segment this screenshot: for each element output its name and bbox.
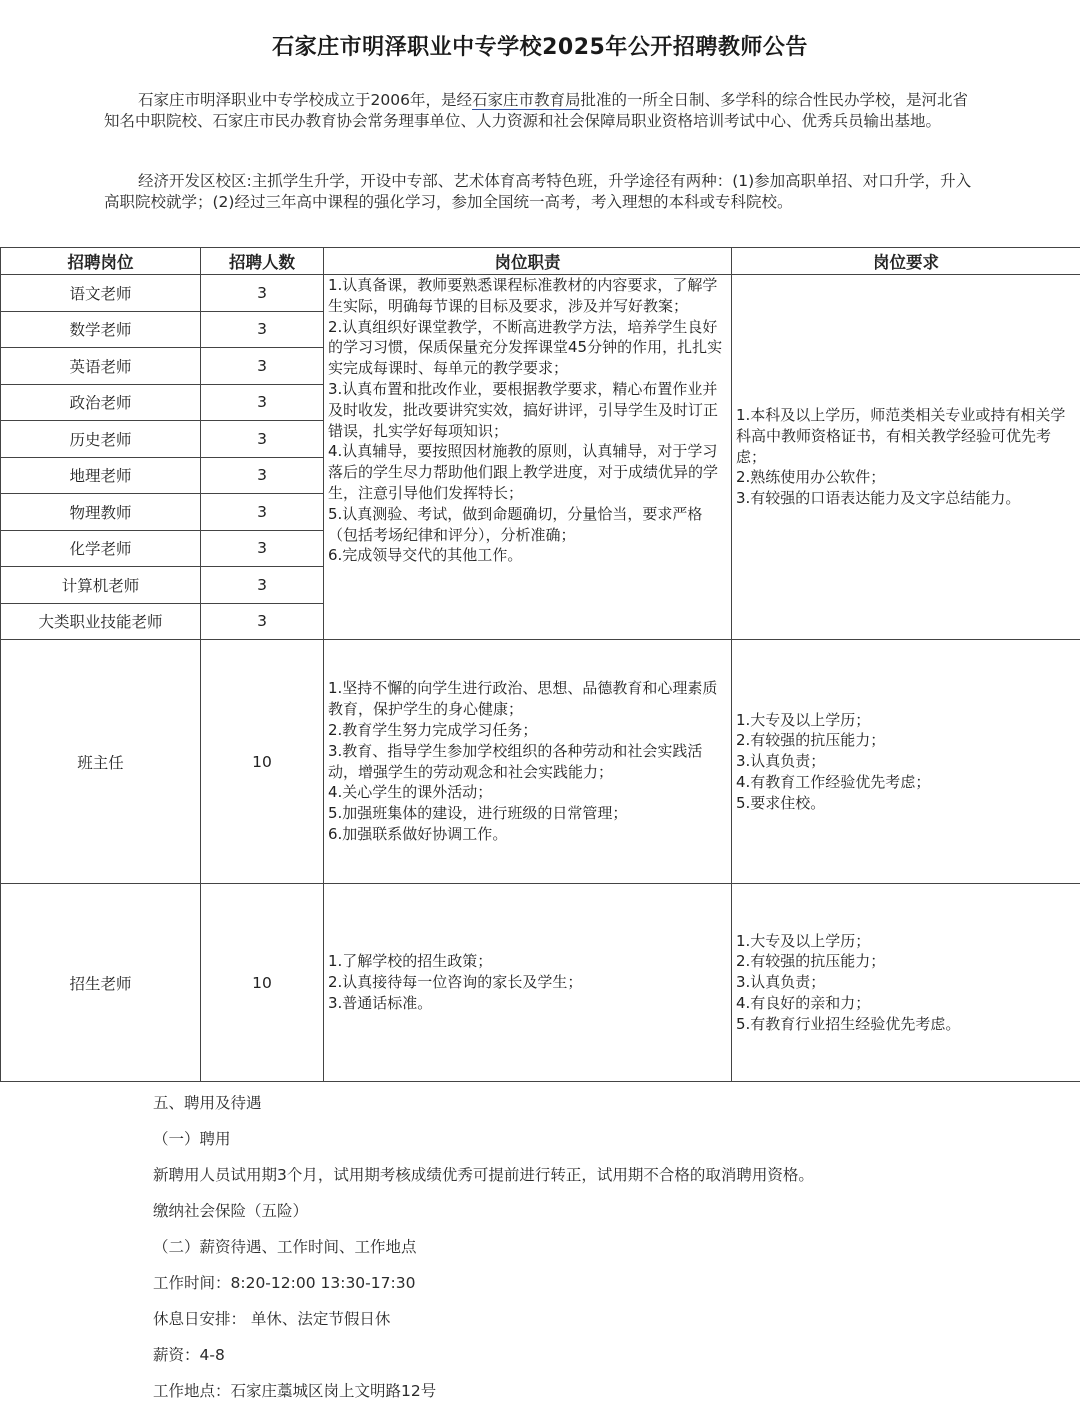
head-teacher-requirements-cell: 1.大专及以上学历； 2.有较强的抗压能力； 3.认真负责； 4.有教育工作经验优先考虑； 5.要求住校。	[732, 640, 1080, 884]
header-duties: 岗位职责	[324, 248, 732, 275]
count-cell: 3	[201, 530, 324, 567]
rest-day-text: 休息日安排： 单休、法定节假日休	[153, 1310, 391, 1328]
salary-text: 薪资：4-8	[153, 1346, 225, 1364]
position-cell: 政治老师	[1, 384, 201, 421]
teacher-requirements-cell: 1.本科及以上学历，师范类相关专业或持有相关学科高中教师资格证书，有相关教学经验可优先考虑； 2.熟练使用办公软件； 3.有较强的口语表达能力及文字总结能力。	[732, 275, 1080, 640]
position-cell: 计算机老师	[1, 567, 201, 604]
table-row	[1, 275, 1080, 312]
position-cell: 语文老师	[1, 275, 201, 312]
position-cell: 地理老师	[1, 457, 201, 494]
count-cell: 3	[201, 384, 324, 421]
count-cell: 3	[201, 421, 324, 458]
count-cell: 10	[201, 640, 324, 884]
insurance-text: 缴纳社会保险（五险）	[153, 1202, 309, 1220]
position-cell: 招生老师	[1, 884, 201, 1082]
intro-text: 石家庄市明泽职业中专学校成立于2006年，是经	[138, 91, 472, 109]
count-cell: 3	[201, 603, 324, 640]
count-cell: 3	[201, 494, 324, 531]
position-cell: 化学老师	[1, 530, 201, 567]
intro-paragraph-1	[104, 90, 972, 132]
employment-subheading: （一）聘用	[153, 1130, 231, 1148]
header-position: 招聘岗位	[1, 248, 201, 275]
page-title: 石家庄市明泽职业中专学校2025年公开招聘教师公告	[272, 35, 808, 60]
education-bureau-link[interactable]: 石家庄市教育局	[471, 91, 581, 109]
intro-paragraph-2: 经济开发区校区:主抓学生升学，开设中专部、艺术体育高考特色班，升学途径有两种：(1)参加高职单招、对口升学，升入高职院校就学；(2)经过三年高中课程的强化学习，参加全国统一高考，考入理想的本科或专科院校。	[104, 172, 972, 211]
count-cell: 3	[201, 348, 324, 385]
position-cell: 班主任	[1, 640, 201, 884]
table-row	[1, 640, 1080, 884]
position-cell: 数学老师	[1, 311, 201, 348]
table-row	[1, 884, 1080, 1082]
count-cell: 3	[201, 567, 324, 604]
section-heading-5: 五、聘用及待遇	[153, 1094, 262, 1112]
count-cell: 3	[201, 311, 324, 348]
header-requirements: 岗位要求	[732, 248, 1080, 275]
intro-text: 批准的一所全日制、多学科的综合性民办学校，是河北省知名中职院校、石家庄市民办教育协会常务理事单位、人力资源和社会保障局职业资格培训考试中心、优秀兵员输出基地。	[104, 91, 968, 130]
count-cell: 3	[201, 275, 324, 312]
admissions-requirements-cell: 1.大专及以上学历； 2.有较强的抗压能力； 3.认真负责； 4.有良好的亲和力； 5.有教育行业招生经验优先考虑。	[732, 884, 1080, 1082]
head-teacher-duties-cell: 1.坚持不懈的向学生进行政治、思想、品德教育和心理素质教育，保护学生的身心健康； 2.教育学生努力完成学习任务； 3.教育、指导学生参加学校组织的各种劳动和社会实践活动，增强学生的劳动观念和社会实践能力； 4.关心学生的课外活动； 5.加强班集体的建设，进行班级的日常管理； 6.加强联系做好协调工作。	[324, 640, 732, 884]
work-time-text: 工作时间：8:20-12:00 13:30-17:30	[153, 1274, 416, 1292]
header-count: 招聘人数	[201, 248, 324, 275]
position-cell: 英语老师	[1, 348, 201, 385]
admissions-duties-cell: 1.了解学校的招生政策； 2.认真接待每一位咨询的家长及学生； 3.普通话标准。	[324, 884, 732, 1082]
position-cell: 大类职业技能老师	[1, 603, 201, 640]
position-cell: 历史老师	[1, 421, 201, 458]
probation-text: 新聘用人员试用期3个月，试用期考核成绩优秀可提前进行转正，试用期不合格的取消聘用资格。	[153, 1166, 814, 1184]
count-cell: 10	[201, 884, 324, 1082]
count-cell: 3	[201, 457, 324, 494]
position-cell: 物理教师	[1, 494, 201, 531]
recruitment-table	[0, 247, 1080, 1082]
work-location-text: 工作地点：石家庄藁城区岗上文明路12号	[153, 1382, 437, 1400]
salary-subheading: （二）薪资待遇、工作时间、工作地点	[153, 1238, 417, 1256]
teacher-duties-cell: 1.认真备课，教师要熟悉课程标准教材的内容要求，了解学生实际，明确每节课的目标及要求，涉及并写好教案； 2.认真组织好课堂教学，不断高进教学方法，培养学生良好的学习习惯，保质保量充分发挥课堂45分钟的作用，扎扎实实完成每课时、每单元的教学要求； 3.认真布置和批改作业，要根据教学要求，精心布置作业并及时收发，批改要讲究实效，搞好讲评，引导学生及时订正错误，扎实学好每项知识； 4.认真辅导，要按照因材施教的原则，认真辅导，对于学习落后的学生尽力帮助他们跟上教学进度，对于成绩优异的学生，注意引导他们发挥特长； 5.认真测验、考试，做到命题确切，分量恰当，要求严格（包括考场纪律和评分），分析准确； 6.完成领导交代的其他工作。	[324, 275, 732, 640]
